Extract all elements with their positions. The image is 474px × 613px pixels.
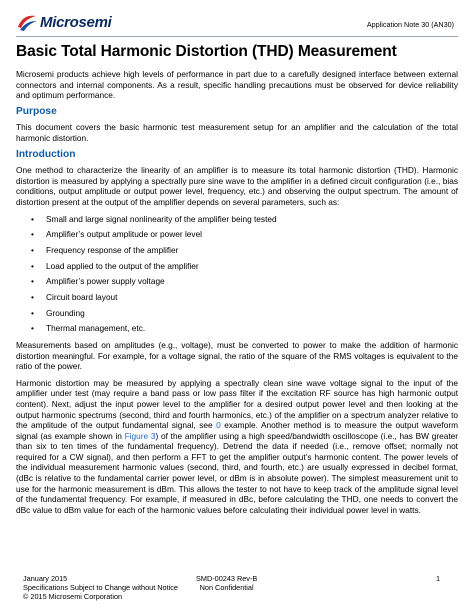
microsemi-logo [16,11,112,33]
page-number: 1 [435,574,440,583]
parameter-list [16,214,458,334]
document-body [16,69,458,521]
header-divider [16,36,458,37]
introduction-paragraph-1: One method to characterize the linearity of an amplifier is to measure its total harmonic distortion (THD). Harmonic distortion is measured by applying a spectrally pure sine wave to the amplifier in a defined circuit configuration (i.e., bias conditions, output amplitude or output power level, frequency, etc.) and observing the output spectrum. The amount of distortion present at the output of the amplifier depends on several parameters, such as: [16,165,458,207]
paragraph-text: example. Another method is to measure the output waveform signal (as example shown in [16,420,458,441]
list-item: • Thermal management, etc. [46,323,458,334]
list-item: • Load applied to the output of the amplifier [46,261,458,272]
list-item: • Small and large signal nonlinearity of the amplifier being tested [46,214,458,225]
footer-left [23,574,178,602]
footer-spec-note: Specifications Subject to Change without Notice [23,583,178,593]
cross-reference-link[interactable]: 0 [216,420,221,431]
introduction-heading: Introduction [16,148,76,160]
list-item: • Frequency response of the amplifier [46,245,458,256]
list-item: • Amplifier’s power supply voltage [46,276,458,287]
introduction-paragraph-3 [16,378,458,516]
footer-doc-id: SMD-00243 Rev-B [196,574,258,583]
purpose-heading: Purpose [16,105,57,117]
application-note-label: Application Note 30 (AN30) [366,20,454,29]
purpose-paragraph: This document covers the basic harmonic test measurement setup for an amplifier and the calculation of the total harmonic distortion. [16,122,458,143]
footer-copyright: © 2015 Microsemi Corporation [23,592,123,602]
footer-date: January 2015 [23,574,68,583]
footer-confidentiality: Non Confidential [199,583,254,593]
microsemi-logo-icon [16,11,38,33]
list-item: • Amplifier’s output amplitude or power level [46,229,458,240]
paragraph-text: Harmonic distortion may be measured by applying a spectrally clean sine wave voltage signal to the input of the amplifier under test (may require a band pass or low pass filter if the excitation RF source has high harmonic output content). Next, adjust the input power level to the amplifier for a desired output power level and then looking at the output harmonic spectrums (second, third and fourth harmonics, etc.) of the amplifier on a spectrum analyzer relative to the amplitude of the output fundamental signal, see [16,377,458,431]
brand-name: Microsemi [40,13,112,31]
list-item: • Grounding [46,308,458,319]
list-item: • Circuit board layout [46,292,458,303]
figure-3-link[interactable]: Figure 3 [124,430,156,441]
document-title: Basic Total Harmonic Distortion (THD) Measurement [16,43,397,60]
introduction-paragraph-2: Measurements based on amplitudes (e.g., voltage), must be converted to power to make the addition of harmonic distortion meaningful. For example, for a voltage signal, the ratio of the square of the RMS voltages is equivalent to the ratio of the power. [16,339,458,372]
footer-center [196,574,257,592]
intro-paragraph: Microsemi products achieve high levels of performance in part due to a carefully designed interface between external connectors and internal components. As a result, specific handling precautions must be observed for device reliability and optimum performance. [16,69,458,101]
paragraph-text: ) of the amplifier using a high speed/bandwidth oscilloscope (i.e., has BW greater than six to ten times of the fundamental frequency). Detrend the data if needed (i.e., remove offset; normally not required for a CW signal), and then perform a FFT to get the amplifier output’s harmonic content. The power levels of the individual measurement harmonic values (second, third, and fourth, etc.) are usually expressed in decibel format, (dBc is relative to the fundamental carrier power level, or dBm is in absolute power). The simplest measurement unit to use for the harmonic measurement is dBm. This allows the tester to not have to keep track of the amplitude signal level of the fundamental frequency. For example, if measured in dBc, before calculating the THD, one needs to convert the dBc value to dBm value for each of the harmonic values before calculating their individual power level in watts. [16,430,459,515]
